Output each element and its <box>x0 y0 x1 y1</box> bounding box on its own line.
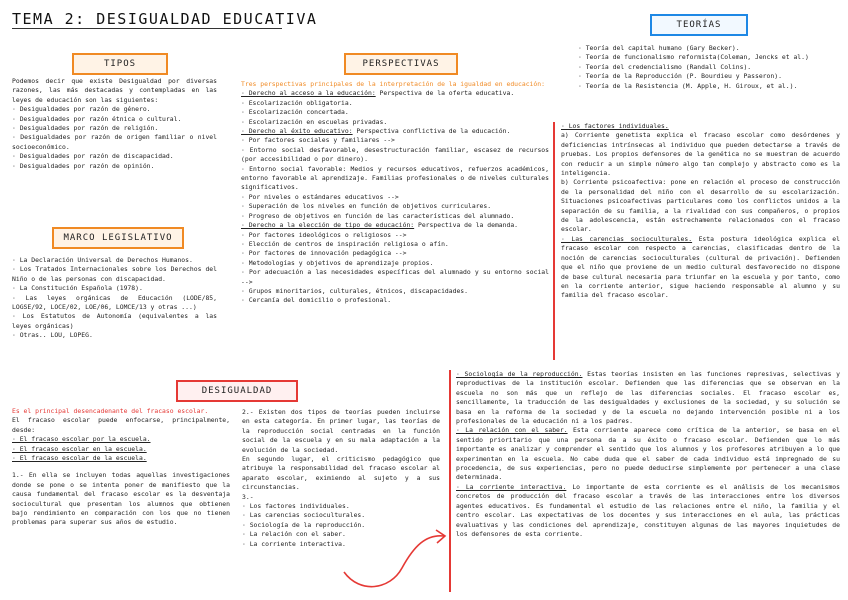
list3-item: · La relación con el saber. <box>242 530 346 539</box>
perspectivas-line <box>241 240 549 249</box>
desigualdad-p5-label: 3.- <box>242 492 254 501</box>
desigualdad-p3: 2.- Existen dos tipos de teorías pueden incluirse en esta categoría. En primer lugar, las teorías de la reproducción social centradas en la función social de la escuela y en su mala adaptación a la evolución de la sociedad. <box>242 408 440 454</box>
desigualdad-banner <box>176 380 298 402</box>
tipos-item: · Desigualdades por razón de origen familiar o nivel socioeconómico. <box>12 133 217 151</box>
tipos-item: · Desigualdades por razón de opinión. <box>12 161 155 170</box>
factores-section <box>561 122 840 301</box>
perspectivas-line-rest: · Metodologías y objetivos de aprendizaje propios. <box>241 258 434 267</box>
perspectivas-line-rest: Perspectiva conflictiva de la educación. <box>352 127 511 136</box>
factores-b: b) Corriente psicoafectiva: pone en relación el proceso de construcción de la personalidad del niño con el desarrollo de su escolarización. Situaciones psicoafectivas particulares como los conflictos unidos a la separación de su familia, a la rivalidad con sus compañeros, o propios de la adolescencia, están estrechamente relacionados con el fracaso escolar. <box>561 178 840 234</box>
theories-red-bar <box>449 370 451 592</box>
list3-item: · Sociología de la reproducción. <box>242 520 366 529</box>
factores-a: a) Corriente genetista explica el fracaso escolar como desórdenes y deficiencias intrínsecas al individuo que pueden detectarse a través de pruebas. Los propios defensores de la genética no se muestran de acuerdo con reducir a un simple número algo tan complejo y abstracto como es la inteligencia. <box>561 131 840 178</box>
perspectivas-line-rest: · Elección de centros de inspiración religiosa o afín. <box>241 239 449 248</box>
carencias-lead: · Las carencias socioculturales. <box>561 234 693 243</box>
relacion-paragraph <box>456 426 840 482</box>
theories-detail-section <box>456 370 840 539</box>
marco-item: · Los Tratados Internacionales sobre los Derechos del Niño o de las personas con discapacidad. <box>12 265 217 283</box>
marco-banner <box>52 227 184 249</box>
desigualdad-point: · El fracaso escolar por la escuela. <box>12 435 151 444</box>
relacion-rest: Esta corriente aparece como crítica de la anterior, se basa en el sentido prioritario que una persona da a su éxito o fracaso escolar. Defienden que lo más importante es analizar y comprender el sentido que los alumnos y los profesores atribuyen a lo que experimentan en la escuela. No cabe duda que el saber de cada individuo está impregnado de su procedencia, de sus experiencias, pero no puede deducirse simplemente por pertenecer a una clase determinada. <box>456 426 841 482</box>
perspectivas-line-rest: · Entorno social desfavorable, desestructuración familiar, escasez de recursos (por accesibilidad o por dinero). <box>241 145 549 164</box>
perspectivas-line <box>241 268 549 287</box>
perspectivas-line <box>241 118 549 127</box>
desigualdad-p4: En segundo lugar, el criticismo pedagógico que atribuye la responsabilidad del fracaso escolar al aparato escolar, eximiendo al sujeto y a sus circunstancias. <box>242 455 440 492</box>
perspectivas-line-rest: · Grupos minoritarios, culturales, étnicos, discapacidades. <box>241 286 469 295</box>
tipos-item: · Desigualdades por razón de discapacidad. <box>12 152 174 161</box>
perspectivas-lines <box>241 89 549 305</box>
perspectivas-line-rest: · Escolarización en escuelas privadas. <box>241 117 388 126</box>
marco-item: · La Declaración Universal de Derechos Humanos. <box>12 256 193 264</box>
teorias-item: · Teoría de la Resistencia (M. Apple, H. Giroux, et al.). <box>578 81 798 90</box>
marco-item: · Otras.. LOU, LOPEG. <box>12 331 93 340</box>
perspectivas-line-rest: · Superación de los niveles en función de objetivos curriculares. <box>241 202 492 211</box>
perspectivas-line-rest: · Por factores de innovación pedagógica --> <box>241 249 407 258</box>
perspectivas-line <box>241 202 549 211</box>
list3-item: · Las carencias socioculturales. <box>242 511 366 520</box>
perspectivas-line <box>241 108 549 117</box>
perspectivas-line <box>241 89 549 98</box>
perspectivas-line <box>241 259 549 268</box>
desigualdad-p2: 1.- En ella se incluyen todas aquellas investigaciones donde se pone o se intenta poner de manifiesto que la causa fundamental del fracaso escolar es la desventaja sociocultural que presentan los alumnos que obtienen bajo rendimiento en comparación con los que no tienen problemas para superar sus años de estudio. <box>12 471 230 527</box>
perspectivas-line-rest: Perspectiva de la oferta educativa. <box>375 89 515 98</box>
interactiva-lead: · La corriente interactiva. <box>456 482 567 491</box>
desigualdad-point: · El fracaso escolar en la escuela. <box>12 444 147 453</box>
perspectivas-heading: PERSPECTIVAS <box>362 59 440 69</box>
perspectivas-line-rest: Perspectiva de la demanda. <box>414 221 519 230</box>
perspectivas-line <box>241 296 549 305</box>
perspectivas-line <box>241 212 549 221</box>
perspectivas-intro: Tres perspectivas principales de la interpretación de la igualdad en educación: <box>241 80 545 88</box>
relacion-lead: · La relación con el saber. <box>456 426 568 435</box>
perspectivas-line-rest: · Por adecuación a las necesidades específicas del alumnado y su entorno social --> <box>241 268 549 286</box>
perspectivas-line-rest: · Por niveles o estándares educativos --> <box>241 192 399 201</box>
curved-arrow-icon <box>340 520 450 592</box>
marco-heading: MARCO LEGISLATIVO <box>63 233 173 243</box>
page-title: TEMA 2: DESIGUALDAD EDUCATIVA <box>12 10 318 28</box>
desigualdad-heading: DESIGUALDAD <box>201 386 273 396</box>
marco-item: · Las leyes orgánicas de Educación (LODE/85, LOGSE/92, LOCE/02, LOE/06, LOMCE/13 y otras ...) <box>12 293 217 312</box>
tipos-item: · Desigualdades por razón étnica o cultural. <box>12 114 182 123</box>
perspectivas-section <box>241 80 549 306</box>
perspectivas-banner <box>344 53 458 75</box>
marco-item: · La Constitución Española (1978). <box>12 284 143 293</box>
perspectivas-line <box>241 146 549 165</box>
sociologia-paragraph <box>456 370 840 426</box>
desigualdad-point: · El fracaso escolar de la escuela. <box>12 454 147 463</box>
tipos-item: · Desigualdades por razón de género. <box>12 105 151 114</box>
perspectivas-line <box>241 287 549 296</box>
tipos-section <box>12 77 217 171</box>
perspectivas-line-rest: · Por factores ideológicos o religiosos --> <box>241 230 407 239</box>
marco-section <box>12 256 217 341</box>
perspectivas-line <box>241 127 549 136</box>
title-underline <box>12 28 282 29</box>
tipos-item: · Desigualdades por razón de religión. <box>12 124 159 133</box>
perspectivas-line-rest: · Cercanía del domicilio o profesional. <box>241 296 392 305</box>
perspectivas-line <box>241 221 549 230</box>
carencias-paragraph <box>561 235 840 301</box>
desigualdad-p1: El fracaso escolar puede enfocarse, principalmente, desde: <box>12 416 230 434</box>
interactiva-rest: Lo importante de esta corriente es el análisis de los mecanismos concretos de producción del fracaso escolar a través de las interacciones entre los diversos agentes educativos. Es fundamental el estudio de las relaciones entre el niño, la familia y el centro escolar. Las expectativas de los docentes y sus interacciones en el aula, las prácticas evaluativas y las condiciones del aprendizaje, constituyen algunas de las mayores inquietudes de los defensores de esta corriente. <box>456 482 840 538</box>
perspectivas-line-lead: · Derecho al éxito educativo: <box>241 127 353 136</box>
perspectivas-line-rest: · Por factores sociales y familiares --> <box>241 136 395 145</box>
teorias-item: · Teoría del credencialismo (Randall Colins). <box>578 62 752 71</box>
perspectivas-line <box>241 231 549 240</box>
perspectivas-line-rest: · Escolarización concertada. <box>241 108 349 117</box>
sociologia-lead: · Sociología de la reproducción. <box>456 370 583 378</box>
tipos-intro: Podemos decir que existe Desigualdad por diversas razones, las más destacadas y contempladas en las leyes de educación son las siguientes: <box>12 77 217 104</box>
perspectivas-line <box>241 165 549 193</box>
perspectivas-line <box>241 249 549 258</box>
perspectivas-line-lead: · Derecho al acceso a la educación: <box>241 89 376 98</box>
perspectivas-line-rest: · Progreso de objetivos en función de las características del alumnado. <box>241 211 515 220</box>
sociologia-rest: Estas teorías insisten en las funciones represivas, selectivas y reproductivas de la institución escolar. Defienden que las diferencias que se observan en la escuela no son más que un reflejo de las diferencias sociales. El fracaso escolar es, sencillamente, la traducción de las desigualdades y exclusiones de la sociedad, y su solución se basa en la reforma de la sociedad y de la escuela no dejando intervención posible ni a los profesionales de la educación ni a los padres. <box>456 370 840 426</box>
desigualdad-left <box>12 407 230 528</box>
carencias-rest: Esta postura ideológica explica el fracaso escolar con respecto a carencias, clasificadas dentro de la noción de carencias socioculturales (cultural de privación). Defienden que el niño que proviene de un medio cultural desfavorecido no dispone de base cultural necesaria para triunfar en la escuela y por tanto, como en la corriente anterior, sigue haciendo responsable al alumno y su familia del fracaso escolar. <box>561 234 840 300</box>
teorias-section <box>578 44 840 91</box>
perspectivas-line <box>241 193 549 202</box>
perspectivas-line-lead: · Derecho a la elección de tipo de educación: <box>241 221 415 230</box>
perspectivas-line-rest: · Escolarización obligatoria. <box>241 98 353 107</box>
tipos-banner <box>72 53 168 75</box>
list3-item: · Los factores individuales. <box>242 502 350 511</box>
factores-heading: · Los factores individuales. <box>561 122 669 130</box>
tipos-heading: TIPOS <box>103 59 137 69</box>
desigualdad-intro: Es el principal desencadenante del fracaso escolar. <box>12 407 209 415</box>
teorias-item: · Teoría de funcionalismo reformista(Coleman, Jencks et al.) <box>578 53 809 62</box>
perspectivas-line <box>241 99 549 108</box>
teorias-item: · Teoría de la Reproducción (P. Bourdieu y Passeron). <box>578 72 782 81</box>
factores-red-bar <box>553 122 555 360</box>
perspectivas-line <box>241 136 549 145</box>
perspectivas-line-rest: · Entorno social favorable: Medios y recursos educativos, refuerzos académicos, entorno favorable al aprendizaje. Familias profesionales o de niveles culturales significativos. <box>241 164 549 192</box>
teorias-item: · Teoría del capital humano (Gary Becker). <box>578 44 740 52</box>
list3-item: · La corriente interactiva. <box>242 539 346 548</box>
teorias-banner <box>650 14 748 36</box>
teorias-heading: TEORÍAS <box>676 20 722 30</box>
interactiva-paragraph <box>456 483 840 539</box>
marco-item: · Los Estatutos de Autonomía (equivalentes a las leyes orgánicas) <box>12 312 217 330</box>
